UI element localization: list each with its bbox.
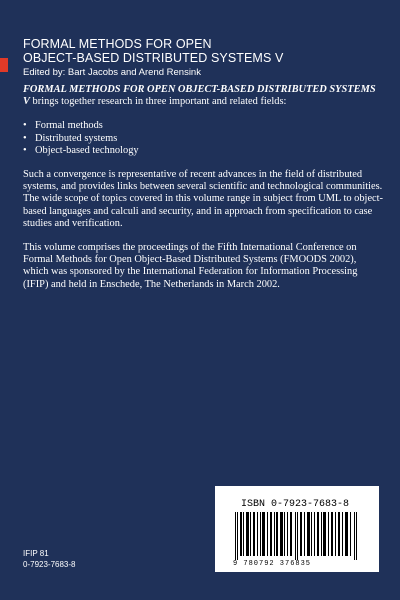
footer	[23, 548, 75, 570]
barcode-number: 9 780792 376835	[233, 560, 312, 568]
editors: Edited by: Bart Jacobs and Arend Rensink	[23, 67, 201, 78]
fields-list	[23, 120, 383, 157]
field-item: • Distributed systems	[23, 133, 383, 145]
intro-rest: brings together research in three important and related fields:	[29, 96, 287, 108]
barcode-box	[215, 486, 379, 572]
series-number: IFIP 81	[23, 549, 49, 558]
blurb	[23, 84, 383, 303]
book-title-line1: FORMAL METHODS FOR OPEN	[23, 37, 212, 51]
red-accent-tab	[0, 58, 8, 72]
header	[23, 37, 383, 78]
field-item: • Object-based technology	[23, 145, 383, 157]
intro-title: FORMAL METHODS FOR OPEN OBJECT-BASED DISTRIBUTED SYSTEMS V	[23, 84, 376, 108]
field-item: • Formal methods	[23, 120, 383, 132]
paragraph-proceedings: This volume comprises the proceedings of the Fifth International Conference on Formal Methods for Open Object-Based Distributed Systems (FMOODS 2002), which was sponsored by the International Federation for Information Processing (IFIP) and held in Enschede, The Netherlands in March 2002.	[23, 242, 358, 290]
footer-isbn: 0-7923-7683-8	[23, 560, 76, 569]
paragraph-convergence: Such a convergence is representative of recent advances in the field of distributed systems, and provides links between several scientific and technological communities. The wide scope of topics covered in this volume range in subject from UML to object-based languages and calculi and security, and in approach from specification to case studies and verification.	[23, 169, 384, 229]
book-title-line2: OBJECT-BASED DISTRIBUTED SYSTEMS V	[23, 51, 284, 65]
isbn-label: ISBN 0-7923-7683-8	[241, 499, 350, 510]
barcode-icon	[235, 512, 359, 560]
book-title	[23, 37, 383, 65]
intro-paragraph	[23, 84, 383, 108]
